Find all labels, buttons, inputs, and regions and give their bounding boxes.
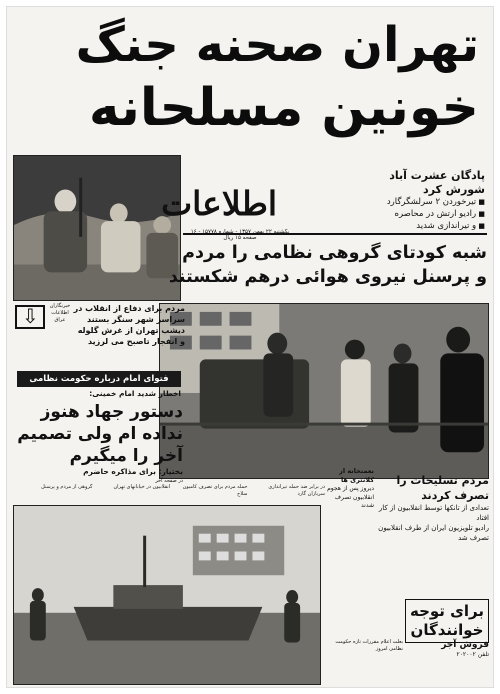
continued-note: در صفحه آخر: [155, 478, 183, 484]
left-news-bullets: [73, 303, 185, 347]
photo-street-clash: [159, 303, 489, 479]
main-headline-line-1: تهران صحنه جنگ: [75, 17, 479, 73]
photo-soldiers-guard: [13, 155, 181, 301]
dateline: یکشنبه ۲۲ بهمن ۱۳۵۷ - شماره ۱۵۷۷۸ - ۱۶ صفحه ۱۵ ریال: [190, 229, 290, 241]
secondary-headline-line-1: شبه کودتای گروهی نظامی را مردم: [182, 243, 487, 263]
notice-to-readers-text: بعلت اعلام مقررات تازه حکومت نظامی امروز: [335, 639, 403, 652]
imam-announcement: اخطار شدید امام خمینی:: [89, 389, 181, 398]
side-bullet-1: ■ تیرخوردن ۲ سرلشگرگارد: [289, 196, 485, 208]
narrow-news-column: [324, 467, 374, 511]
price-box: [407, 639, 489, 659]
side-bullet-2: ■ رادیو ارتش در محاصره: [289, 208, 485, 220]
side-news-column: [289, 169, 485, 232]
caption-col-1: در برابر ضد حمله تیراندازی سربازان گارد: [268, 484, 325, 497]
notice-to-readers-box: برای توجه خوانندگان: [405, 599, 489, 643]
left-bullet-2: دیشب تهران از غرش گلوله و انفجار تاصبح می لرزید: [77, 326, 185, 346]
main-headline-line-2: خونین مسلحانه: [88, 78, 479, 138]
secondary-headline: [168, 241, 487, 289]
narrow-column-body: دیروز پس از هجوم انقلابیون تصرف شدند: [327, 485, 374, 509]
right-column-headline: مردم تسلیحات را تصرف کردند: [396, 474, 489, 502]
photo-caption-columns: [19, 484, 325, 504]
secondary-headline-line-2: و پرسنل نیروی هوائی درهم شکستند: [168, 267, 487, 287]
side-lead-2: شورش کرد: [423, 183, 485, 196]
caption-col-2: حمله مردم برای تصرف کامیون سلاح: [182, 484, 248, 497]
correspondent-note: خبرنگاران اطلاعات عراق: [49, 303, 71, 323]
newspaper-front-page: [6, 6, 494, 688]
right-column-item-2: رادیو تلویزیون ایران از طرف انقلابیون تصرف شد: [378, 524, 489, 542]
side-bullet-3: ■ و تیراندازی شدید: [289, 220, 485, 232]
side-lead-1: پادگان عشرت آباد: [389, 169, 485, 182]
bakhtiar-quote: بختیار: برای مذاکره حاضرم: [83, 467, 183, 476]
imam-fatwa-banner: فتوای امام درباره حکومت نظامی: [17, 371, 181, 387]
narrow-column-lead: نعمتخانه از کلانتری ها: [339, 467, 374, 484]
photo-boat-harbor: [13, 505, 321, 685]
masthead-ettelaat: اطلاعات: [161, 184, 277, 223]
price-detail: تلفن ۲۰۲۰۰۲: [456, 651, 489, 658]
caption-col-4: گروهی از مردم و پرسنل: [41, 484, 93, 490]
right-column-item-1: تعدادی از تانکها توسط انقلابیون از کار افتاد: [378, 504, 489, 522]
imam-quote-headline: دستور جهاد هنوز نداده ام ولی تصمیم آخر را میگیرم: [17, 402, 183, 466]
down-arrow-icon: [15, 305, 45, 329]
left-bullet-1: مردم برای دفاع از انقلاب در سراسر شهر سنگر بستند: [73, 304, 185, 324]
caption-col-3: انقلابیون در خیابانهای تهران: [113, 484, 170, 490]
right-news-column: [377, 473, 489, 543]
price-label: فروش آجر: [441, 640, 489, 650]
